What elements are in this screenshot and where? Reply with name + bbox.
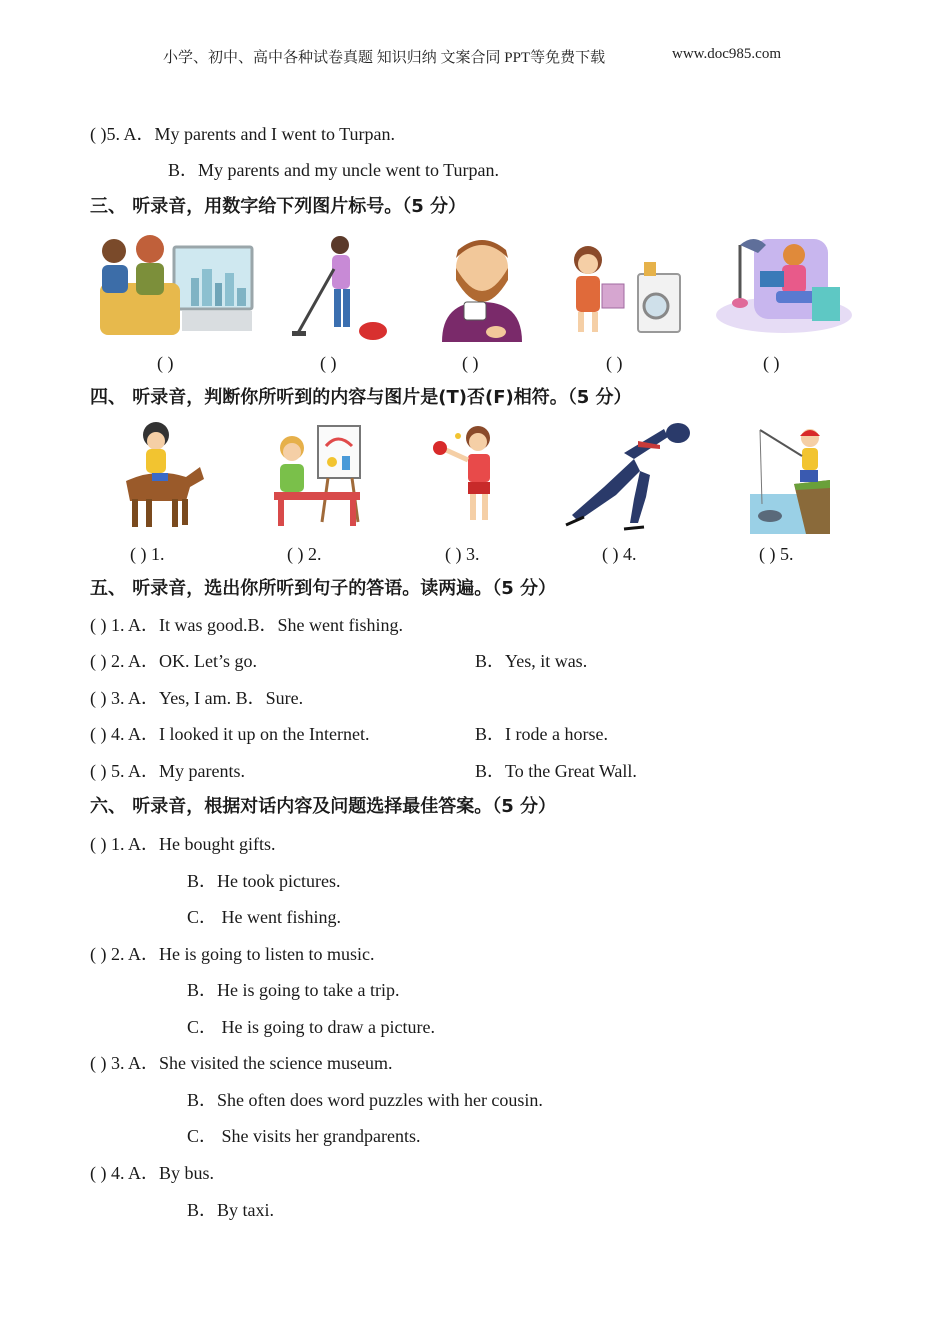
p6-q1-b: B．He took pictures.	[187, 871, 341, 891]
part4-blank-4[interactable]: ( ) 4.	[602, 544, 637, 564]
vacuuming-picture	[288, 233, 392, 343]
fishing-picture	[750, 424, 830, 534]
part3-blank-2[interactable]: ( )	[320, 353, 337, 373]
working-on-laptop-picture	[714, 231, 854, 337]
p6-q1-a: ( ) 1. A．He bought gifts.	[90, 834, 276, 854]
riding-horse-picture	[116, 421, 208, 531]
p6-q2-a: ( ) 2. A．He is going to listen to music.	[90, 944, 375, 964]
part4-blank-1[interactable]: ( ) 1.	[130, 544, 165, 564]
p5-q5-b: B．To the Great Wall.	[475, 761, 637, 781]
p6-q2-b: B．He is going to take a trip.	[187, 980, 400, 1000]
p5-q1-a: ( ) 1. A．It was good.B．She went fishing.	[90, 615, 403, 635]
p5-q2-b: B．Yes, it was.	[475, 651, 588, 671]
part5-title: 五、 听录音，选出你所听到句子的答语。读两遍。（5 分）	[90, 578, 557, 599]
drinking-tea-picture	[436, 236, 528, 342]
part4-title: 四、 听录音，判断你所听到的内容与图片是(T)否(F)相符。（5 分）	[90, 387, 632, 408]
part3-blank-5[interactable]: ( )	[763, 353, 780, 373]
part6-title: 六、 听录音，根据对话内容及问题选择最佳答案。（5 分）	[90, 796, 557, 817]
part3-blank-3[interactable]: ( )	[462, 353, 479, 373]
p5-q4-b: B．I rode a horse.	[475, 724, 608, 744]
speed-skating-picture	[564, 419, 700, 535]
watching-tv-picture	[96, 233, 256, 337]
part4-blank-3[interactable]: ( ) 3.	[445, 544, 480, 564]
drawing-picture	[270, 422, 366, 530]
p6-q3-a: ( ) 3. A．She visited the science museum.	[90, 1053, 393, 1073]
doing-laundry-picture	[566, 240, 684, 336]
p5-q3-a: ( ) 3. A．Yes, I am. B．Sure.	[90, 688, 304, 708]
header-url: www.doc985.com	[672, 46, 782, 62]
p2-q5-a: ( )5. A．My parents and I went to Turpan.	[90, 124, 395, 144]
playing-ping-pong-picture	[430, 424, 516, 528]
header-left: 小学、初中、高中各种试卷真题 知识归纳 文案合同 PPT等免费下载	[163, 50, 606, 66]
part4-blank-2[interactable]: ( ) 2.	[287, 544, 322, 564]
p6-q1-c: C． He went fishing.	[187, 907, 341, 927]
p5-q5-a: ( ) 5. A．My parents.	[90, 761, 245, 781]
p5-q4-a: ( ) 4. A．I looked it up on the Internet.	[90, 724, 370, 744]
part3-title: 三、 听录音，用数字给下列图片标号。（5 分）	[90, 196, 467, 217]
part4-blank-5[interactable]: ( ) 5.	[759, 544, 794, 564]
p6-q2-c: C． He is going to draw a picture.	[187, 1017, 435, 1037]
p5-q2-a: ( ) 2. A．OK. Let’s go.	[90, 651, 257, 671]
part3-blank-1[interactable]: ( )	[157, 353, 174, 373]
p6-q3-b: B．She often does word puzzles with her cousin.	[187, 1090, 543, 1110]
p6-q3-c: C． She visits her grandparents.	[187, 1126, 421, 1146]
p6-q4-a: ( ) 4. A．By bus.	[90, 1163, 215, 1183]
part3-blank-4[interactable]: ( )	[606, 353, 623, 373]
p6-q4-b: B．By taxi.	[187, 1200, 275, 1220]
p2-q5-b: B．My parents and my uncle went to Turpan.	[168, 160, 499, 180]
